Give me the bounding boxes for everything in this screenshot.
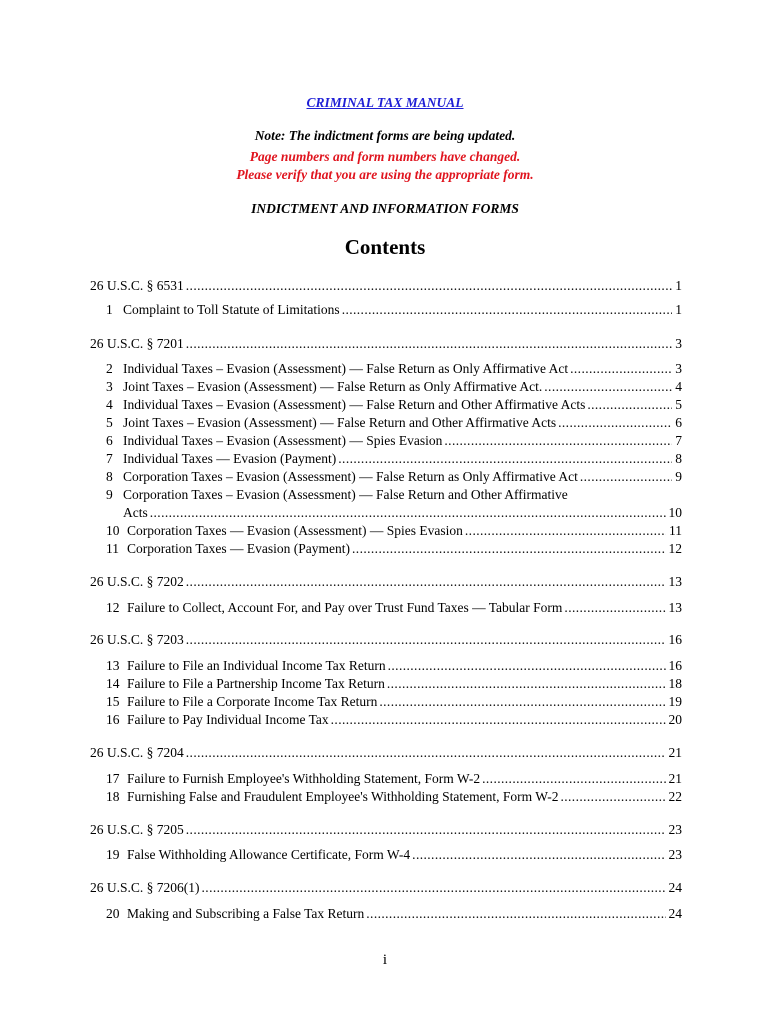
toc-entry-label: Complaint to Toll Statute of Limitations xyxy=(123,302,340,317)
toc-section-label: 26 U.S.C. § 7201 xyxy=(90,336,184,351)
toc-page-number: 20 xyxy=(668,712,682,727)
toc-entry-9-line2[interactable] xyxy=(123,505,682,523)
leader-dots xyxy=(342,302,673,318)
leader-dots xyxy=(202,880,666,896)
toc-page-number: 24 xyxy=(668,906,682,921)
leader-dots xyxy=(379,694,665,710)
toc-entry-number: 4 xyxy=(106,397,113,412)
toc-entry-9-line1[interactable] xyxy=(106,487,568,505)
toc-section-7204[interactable] xyxy=(90,745,682,763)
toc-page-number: 4 xyxy=(675,379,682,394)
leader-dots xyxy=(560,789,665,805)
toc-entry-number: 16 xyxy=(106,712,120,727)
toc-entry-number: 6 xyxy=(106,433,113,448)
page-number-footer: i xyxy=(382,952,388,968)
toc-page-number: 16 xyxy=(668,658,682,673)
toc-entry-number: 3 xyxy=(106,379,113,394)
toc-entry-number: 13 xyxy=(106,658,120,673)
toc-page-number: 3 xyxy=(675,361,682,376)
leader-dots xyxy=(482,771,665,787)
toc-entry-label: Joint Taxes – Evasion (Assessment) — False Return as Only Affirmative Act. xyxy=(123,379,543,394)
toc-entry-number: 20 xyxy=(106,906,120,921)
toc-entry-label: Joint Taxes – Evasion (Assessment) — False Return and Other Affirmative Acts xyxy=(123,415,557,430)
toc-page-number: 13 xyxy=(668,574,682,589)
leader-dots xyxy=(387,676,666,692)
toc-entry-5[interactable] xyxy=(106,415,682,433)
toc-page-number: 21 xyxy=(668,745,682,760)
toc-section-7203[interactable] xyxy=(90,632,682,650)
toc-page-number: 10 xyxy=(668,505,682,520)
toc-entry-label: Corporation Taxes – Evasion (Assessment) — False Return and Other Affirmative xyxy=(123,487,568,502)
toc-entry-label: Failure to Collect, Account For, and Pay over Trust Fund Taxes — Tabular Form xyxy=(127,600,563,615)
leader-dots xyxy=(544,379,672,395)
toc-page-number: 3 xyxy=(675,336,682,351)
warning-line-2: Please verify that you are using the appropriate form. xyxy=(236,167,534,182)
leader-dots xyxy=(338,451,672,467)
toc-entry-label: Corporation Taxes — Evasion (Payment) xyxy=(127,541,351,556)
leader-dots xyxy=(186,745,666,761)
toc-entry-label: Failure to File an Individual Income Tax Return xyxy=(127,658,386,673)
toc-entry-label: Individual Taxes — Evasion (Payment) xyxy=(123,451,337,466)
toc-section-7205[interactable] xyxy=(90,822,682,840)
toc-entry-number: 15 xyxy=(106,694,120,709)
toc-entry-12[interactable] xyxy=(106,600,682,618)
toc-entry-17[interactable] xyxy=(106,771,682,789)
leader-dots xyxy=(366,906,665,922)
toc-section-7206[interactable] xyxy=(90,880,682,898)
leader-dots xyxy=(444,433,672,449)
toc-page-number: 22 xyxy=(668,789,682,804)
toc-entry-number: 5 xyxy=(106,415,113,430)
manual-title-link[interactable]: CRIMINAL TAX MANUAL xyxy=(306,95,464,110)
toc-entry-10[interactable] xyxy=(106,523,682,541)
leader-dots xyxy=(150,505,666,521)
toc-entry-label: Failure to Furnish Employee's Withholding Statement, Form W-2 xyxy=(127,771,481,786)
toc-entry-number: 9 xyxy=(106,487,113,502)
toc-page-number: 1 xyxy=(675,302,682,317)
toc-page-number: 21 xyxy=(668,771,682,786)
toc-entry-number: 14 xyxy=(106,676,120,691)
toc-entry-label: Corporation Taxes — Evasion (Assessment) — Spies Evasion xyxy=(127,523,463,538)
toc-entry-3[interactable] xyxy=(106,379,682,397)
toc-entry-11[interactable] xyxy=(106,541,682,559)
toc-entry-19[interactable] xyxy=(106,847,682,865)
leader-dots xyxy=(352,541,665,557)
toc-entry-1[interactable] xyxy=(106,302,682,320)
toc-entry-number: 11 xyxy=(106,541,119,556)
warning-line-1: Page numbers and form numbers have changed. xyxy=(249,149,521,164)
section-title: INDICTMENT AND INFORMATION FORMS xyxy=(251,201,519,216)
toc-page-number: 23 xyxy=(668,822,682,837)
toc-page-number: 5 xyxy=(675,397,682,412)
toc-entry-number: 19 xyxy=(106,847,120,862)
toc-section-label: 26 U.S.C. § 7205 xyxy=(90,822,184,837)
toc-entry-15[interactable] xyxy=(106,694,682,712)
leader-dots xyxy=(186,632,666,648)
toc-entry-label: Making and Subscribing a False Tax Return xyxy=(127,906,365,921)
leader-dots xyxy=(587,397,672,413)
toc-entry-number: 12 xyxy=(106,600,120,615)
toc-entry-label: Individual Taxes – Evasion (Assessment) — Spies Evasion xyxy=(123,433,443,448)
leader-dots xyxy=(331,712,666,728)
toc-entry-label: False Withholding Allowance Certificate, Form W-4 xyxy=(127,847,411,862)
toc-section-label: 26 U.S.C. § 6531 xyxy=(90,278,184,293)
toc-page-number: 23 xyxy=(668,847,682,862)
toc-entry-label: Corporation Taxes – Evasion (Assessment) — False Return as Only Affirmative Act xyxy=(123,469,578,484)
toc-entry-number: 2 xyxy=(106,361,113,376)
toc-entry-number: 1 xyxy=(106,302,113,317)
toc-entry-label: Individual Taxes – Evasion (Assessment) — False Return as Only Affirmative Act xyxy=(123,361,569,376)
leader-dots xyxy=(186,822,666,838)
toc-entry-4[interactable] xyxy=(106,397,682,415)
leader-dots xyxy=(558,415,672,431)
toc-page-number: 6 xyxy=(675,415,682,430)
toc-entry-label: Failure to File a Corporate Income Tax Return xyxy=(127,694,378,709)
update-note: Note: The indictment forms are being updated. xyxy=(254,128,516,143)
leader-dots xyxy=(580,469,672,485)
toc-entry-label: Furnishing False and Fraudulent Employee's Withholding Statement, Form W-2 xyxy=(127,789,559,804)
toc-page-number: 13 xyxy=(668,600,682,615)
toc-entry-number: 17 xyxy=(106,771,120,786)
leader-dots xyxy=(412,847,665,863)
leader-dots xyxy=(465,523,666,539)
leader-dots xyxy=(388,658,666,674)
toc-section-6531[interactable] xyxy=(90,278,682,296)
toc-entry-label: Failure to Pay Individual Income Tax xyxy=(127,712,329,727)
toc-section-label: 26 U.S.C. § 7203 xyxy=(90,632,184,647)
toc-entry-13[interactable] xyxy=(106,658,682,676)
toc-page-number: 18 xyxy=(668,676,682,691)
toc-entry-number: 10 xyxy=(106,523,120,538)
toc-section-7201[interactable] xyxy=(90,336,682,354)
toc-entry-label: Individual Taxes – Evasion (Assessment) — False Return and Other Affirmative Acts xyxy=(123,397,586,412)
toc-entry-16[interactable] xyxy=(106,712,682,730)
toc-entry-8[interactable] xyxy=(106,469,682,487)
toc-page-number: 1 xyxy=(675,278,682,293)
toc-page-number: 16 xyxy=(668,632,682,647)
toc-entry-label: Failure to File a Partnership Income Tax Return xyxy=(127,676,385,691)
toc-section-7202[interactable] xyxy=(90,574,682,592)
toc-entry-2[interactable] xyxy=(106,361,682,379)
toc-section-label: 26 U.S.C. § 7202 xyxy=(90,574,184,589)
toc-section-label: 26 U.S.C. § 7204 xyxy=(90,745,184,760)
toc-entry-number: 18 xyxy=(106,789,120,804)
toc-entry-14[interactable] xyxy=(106,676,682,694)
toc-entry-20[interactable] xyxy=(106,906,682,924)
toc-page-number: 19 xyxy=(668,694,682,709)
toc-section-label: 26 U.S.C. § 7206(1) xyxy=(90,880,200,895)
toc-entry-number: 7 xyxy=(106,451,113,466)
leader-dots xyxy=(186,278,672,294)
contents-heading: Contents xyxy=(344,235,426,259)
toc-page-number: 8 xyxy=(675,451,682,466)
toc-entry-6[interactable] xyxy=(106,433,682,451)
toc-page-number: 24 xyxy=(668,880,682,895)
toc-page-number: 11 xyxy=(669,523,682,538)
leader-dots xyxy=(186,574,666,590)
leader-dots xyxy=(564,600,665,616)
toc-entry-number: 8 xyxy=(106,469,113,484)
toc-page-number: 9 xyxy=(675,469,682,484)
toc-entry-7[interactable] xyxy=(106,451,682,469)
toc-page-number: 12 xyxy=(668,541,682,556)
toc-page-number: 7 xyxy=(675,433,682,448)
leader-dots xyxy=(186,336,672,352)
toc-entry-label-continued: Acts xyxy=(123,505,148,520)
leader-dots xyxy=(570,361,672,377)
toc-entry-18[interactable] xyxy=(106,789,682,807)
